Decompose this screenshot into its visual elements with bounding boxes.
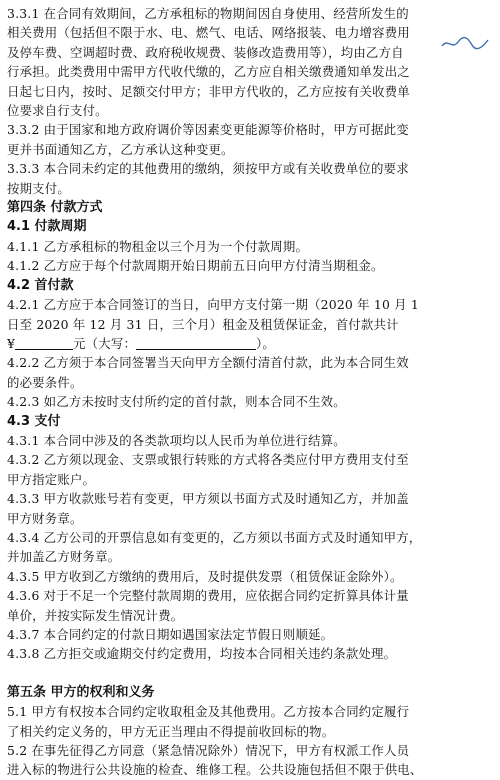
- clause-3-3-2-line: 3.3.2 由于国家和地方政府调价等因素变更能源等价格时，甲方可据此变: [7, 122, 409, 138]
- clause-5-1-line: 5.1 甲方有权按本合同约定收取租金及其他费用。乙方按本合同约定履行: [7, 704, 410, 720]
- clause-4-3-8: 4.3.8 乙方拒交或逾期交付约定费用，均按本合同相关违约条款处理。: [7, 646, 397, 662]
- amount-close: ）。: [256, 335, 276, 351]
- paragraph-gap: [7, 664, 494, 683]
- clause-5-1-line: 了相关约定义务的，甲方无正当理由不得提前收回标的物。: [7, 723, 335, 739]
- clause-3-3-2-line: 更并书面通知乙方，乙方承认这种变更。: [7, 141, 234, 157]
- section-4-1-heading: 4.1 付款周期: [7, 219, 87, 235]
- clause-4-3-1: 4.3.1 本合同中涉及的各类款项均以人民币为单位进行结算。: [7, 432, 346, 448]
- clause-3-3-1-line: 及停车费、空调超时费、政府税收规费、装修改造费用等），均由乙方自: [7, 44, 404, 60]
- clause-4-2-1-line: 日至 2020 年 12 月 31 日，三个月）租金及租赁保证金，首付款共计: [7, 316, 399, 332]
- clause-4-1-1: 4.1.1 乙方承租标的物租金以三个月为一个付款周期。: [7, 238, 309, 254]
- handwritten-scribble: [440, 36, 490, 50]
- amount-capital-label: 元（大写：: [73, 335, 137, 351]
- clause-4-3-6-line: 单价，并按实际发生情况计费。: [7, 607, 184, 623]
- clause-4-3-7: 4.3.7 本合同约定的付款日期如遇国家法定节假日则顺延。: [7, 627, 334, 642]
- amount-blank: [15, 336, 73, 350]
- yen-symbol: ¥: [7, 335, 16, 351]
- article-5-heading: 第五条 甲方的权利和义务: [7, 684, 155, 700]
- clause-4-3-3-line: 甲方财务章。: [7, 510, 83, 526]
- clause-5-2-line: 5.2 在事先征得乙方同意（紧急情况除外）情况下，甲方有权派工作人员: [7, 743, 410, 759]
- clause-4-2-1-amount-line: [7, 334, 494, 353]
- clause-4-3-5: 4.3.5 甲方收到乙方缴纳的费用后，及时提供发票（租赁保证金除外）。: [7, 568, 403, 584]
- clause-3-3-1-line: 位要求自行支付。: [7, 103, 108, 119]
- clause-3-3-1-line: 3.3.1 在合同有效期间，乙方承租标的物期间因自身使用、经营所发生的: [7, 6, 409, 21]
- section-4-3-heading: 4.3 支付: [7, 413, 61, 429]
- clause-5-2-line: 进入标的物进行公共设施的检查、维修工程。公共设施包括但不限于供电、: [7, 762, 423, 778]
- clause-4-3-4-line: 4.3.4 乙方公司的开票信息如有变更的，乙方须以书面方式及时通知甲方，: [7, 529, 422, 545]
- clause-3-3-3-line: 3.3.3 本合同未约定的其他费用的缴纳，须按甲方或有关收费单位的要求: [7, 161, 409, 177]
- clause-4-2-2-line: 4.2.2 乙方须于本合同签署当天向甲方全额付清首付款，此为本合同生效: [7, 355, 409, 371]
- clause-4-2-3: 4.2.3 如乙方未按时支付所约定的首付款，则本合同不生效。: [7, 394, 346, 410]
- clause-4-3-2-line: 甲方指定账户。: [7, 471, 96, 487]
- clause-3-3-1-line: 相关费用（包括但不限于水、电、燃气、电话、网络报装、电力增容费用: [7, 25, 410, 41]
- clause-4-2-1-line: 4.2.1 乙方应于本合同签订的当日，向甲方支付第一期（2020 年 10 月 1: [7, 297, 419, 313]
- clause-4-3-6-line: 4.3.6 对于不足一个完整付款周期的费用，应依据合同约定折算具体计量: [7, 588, 409, 604]
- clause-3-3-1-line: 行承担。此类费用中需甲方代收代缴的，乙方应自相关缴费通知单发出之: [7, 64, 410, 80]
- clause-4-3-2-line: 4.3.2 乙方须以现金、支票或银行转账的方式将各类应付甲方费用支付至: [7, 452, 409, 468]
- clause-3-3-1-line: 日起七日内，按时、足额交付甲方；非甲方代收的，乙方应按有关收费单: [7, 83, 410, 99]
- amount-capital-blank: [136, 336, 256, 350]
- clause-4-3-4-line: 并加盖乙方财务章。: [7, 549, 121, 565]
- section-4-2-heading: 4.2 首付款: [7, 277, 74, 293]
- clause-4-3-3-line: 4.3.3 甲方收款账号若有变更，甲方须以书面方式及时通知乙方，并加盖: [7, 491, 409, 507]
- clause-4-1-2: 4.1.2 乙方应于每个付款周期开始日期前五日向甲方付清当期租金。: [7, 258, 384, 274]
- clause-3-3-3-line: 按期支付。: [7, 180, 70, 196]
- article-4-heading: 第四条 付款方式: [7, 200, 103, 216]
- clause-4-2-2-line: 的必要条件。: [7, 374, 83, 390]
